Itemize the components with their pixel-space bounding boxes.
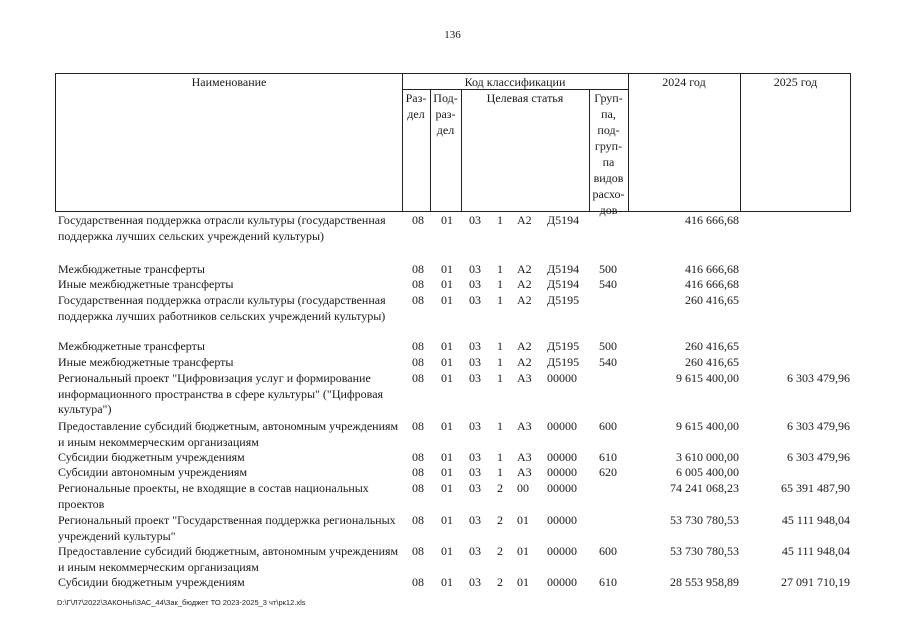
subsection-code: 01 [441,544,453,558]
direction-code: 00000 [547,450,577,464]
program-code: 03 [469,481,481,495]
amount-2024: 260 416,65 [685,293,739,307]
project-code: А2 [517,213,532,227]
row-name: Государственная поддержка отрасли культуры (государственная поддержка лучших сельских учреждений культуры) [58,213,386,243]
subprogram-code: 1 [497,262,503,276]
amount-2024: 28 553 958,89 [670,575,739,589]
amount-2024: 9 615 400,00 [676,371,739,385]
amount-2024: 416 666,68 [685,262,739,276]
file-path-footer: D:\Г\Л7\2022\ЗАКОНЫ\ЗАС_44\Зак_бюджет ТО 2023-2025_3 чт\рк12.xls [57,598,306,607]
amount-2025: 65 391 487,90 [781,481,850,495]
row-name: Предоставление субсидий бюджетным, автономным учреждениям и иным некоммерческим организациям [58,544,399,574]
subprogram-code: 1 [497,465,503,479]
subprogram-code: 2 [497,544,503,558]
expense-group-code: 610 [599,575,617,589]
section-code: 08 [412,513,424,527]
section-code: 08 [412,575,424,589]
subsection-header: Под- раз- дел [433,91,458,137]
subsection-code: 01 [441,481,453,495]
expense-group-code: 600 [599,544,617,558]
program-code: 03 [469,575,481,589]
program-code: 03 [469,355,481,369]
subprogram-code: 1 [497,355,503,369]
subsection-code: 01 [441,262,453,276]
amount-2025: 6 303 479,96 [787,450,850,464]
row-name: Межбюджетные трансферты [58,339,205,353]
subsection-code: 01 [441,513,453,527]
amount-2024: 260 416,65 [685,355,739,369]
amount-2024: 9 615 400,00 [676,419,739,433]
subsection-code: 01 [441,277,453,291]
amount-2024: 416 666,68 [685,277,739,291]
subsection-code: 01 [441,419,453,433]
program-code: 03 [469,371,481,385]
section-code: 08 [412,339,424,353]
amount-2024: 3 610 000,00 [676,450,739,464]
program-code: 03 [469,293,481,307]
subsection-code: 01 [441,355,453,369]
subsection-code: 01 [441,371,453,385]
direction-code: 00000 [547,575,577,589]
section-code: 08 [412,277,424,291]
direction-code: 00000 [547,513,577,527]
project-code: А2 [517,277,532,291]
subsection-code: 01 [441,450,453,464]
direction-code: 00000 [547,371,577,385]
amount-2024: 416 666,68 [685,213,739,227]
subprogram-code: 1 [497,293,503,307]
direction-code: 00000 [547,465,577,479]
program-code: 03 [469,262,481,276]
project-code: А2 [517,293,532,307]
subprogram-code: 2 [497,481,503,495]
expense-group-code: 610 [599,450,617,464]
row-name: Иные межбюджетные трансферты [58,277,234,291]
project-code: 00 [517,481,529,495]
section-code: 08 [412,371,424,385]
row-name: Региональные проекты, не входящие в состав национальных проектов [58,481,369,511]
year-2025-header: 2025 год [773,75,818,89]
target-article-header: Целевая статья [486,91,564,105]
divider [461,89,462,211]
project-code: А2 [517,339,532,353]
row-name: Региональный проект "Государственная поддержка региональных учреждений культуры" [58,513,396,543]
direction-code: 00000 [547,481,577,495]
amount-2025: 6 303 479,96 [787,371,850,385]
amount-2024: 53 730 780,53 [670,513,739,527]
subprogram-code: 1 [497,339,503,353]
subsection-code: 01 [441,465,453,479]
project-code: А3 [517,465,532,479]
program-code: 03 [469,465,481,479]
direction-code: Д5194 [547,262,580,276]
amount-2024: 53 730 780,53 [670,544,739,558]
program-code: 03 [469,544,481,558]
subsection-code: 01 [441,293,453,307]
expense-group-code: 540 [599,355,617,369]
direction-code: Д5195 [547,339,580,353]
subprogram-code: 1 [497,277,503,291]
subsection-code: 01 [441,339,453,353]
expense-group-code: 500 [599,262,617,276]
section-code: 08 [412,213,424,227]
project-code: 01 [517,513,529,527]
year-2024-header: 2024 год [662,75,706,89]
direction-code: Д5194 [547,277,580,291]
divider [628,74,629,211]
program-code: 03 [469,277,481,291]
page-number: 136 [444,29,461,41]
section-header: Раз- дел [405,91,427,121]
direction-code: Д5194 [547,213,580,227]
direction-code: 00000 [547,544,577,558]
amount-2024: 74 241 068,23 [670,481,739,495]
name-column-header: Наименование [191,75,267,89]
direction-code: Д5195 [547,293,580,307]
row-name: Региональный проект "Цифровизация услуг и формирование информационного пространства в сфере культуры" ("Цифровая культура") [58,371,384,416]
subprogram-code: 2 [497,513,503,527]
section-code: 08 [412,355,424,369]
row-name: Государственная поддержка отрасли культуры (государственная поддержка лучших работников сельских учреждений культуры) [58,293,386,323]
project-code: 01 [517,575,529,589]
expense-group-code: 620 [599,465,617,479]
amount-2025: 27 091 710,19 [781,575,850,589]
project-code: А2 [517,355,532,369]
expense-group-code: 500 [599,339,617,353]
subprogram-code: 1 [497,450,503,464]
amount-2025: 6 303 479,96 [787,419,850,433]
project-code: А3 [517,419,532,433]
section-code: 08 [412,419,424,433]
project-code: А3 [517,450,532,464]
program-code: 03 [469,339,481,353]
expense-group-code: 600 [599,419,617,433]
section-code: 08 [412,293,424,307]
row-name: Субсидии автономным учреждениям [58,465,248,479]
subprogram-code: 1 [497,371,503,385]
section-code: 08 [412,262,424,276]
expense-group-header: Груп- па, под- груп- па видов расхо- дов [592,91,625,217]
section-code: 08 [412,465,424,479]
direction-code: 00000 [547,419,577,433]
program-code: 03 [469,213,481,227]
amount-2024: 6 005 400,00 [676,465,739,479]
subprogram-code: 1 [497,213,503,227]
subprogram-code: 2 [497,575,503,589]
code-column-header: Код классификации [464,75,566,89]
amount-2025: 45 111 948,04 [781,513,850,527]
section-code: 08 [412,450,424,464]
row-name: Субсидии бюджетным учреждениям [58,450,245,464]
amount-2024: 260 416,65 [685,339,739,353]
row-name: Предоставление субсидий бюджетным, автономным учреждениям и иным некоммерческим организациям [58,419,399,449]
divider [740,74,741,211]
direction-code: Д5195 [547,355,580,369]
program-code: 03 [469,450,481,464]
section-code: 08 [412,481,424,495]
section-code: 08 [412,544,424,558]
subsection-code: 01 [441,575,453,589]
expense-group-code: 540 [599,277,617,291]
subsection-code: 01 [441,213,453,227]
amount-2025: 45 111 948,04 [781,544,850,558]
table-header [55,73,851,217]
row-name: Иные межбюджетные трансферты [58,355,234,369]
row-name: Межбюджетные трансферты [58,262,205,276]
project-code: 01 [517,544,529,558]
project-code: А3 [517,371,532,385]
subprogram-code: 1 [497,419,503,433]
project-code: А2 [517,262,532,276]
program-code: 03 [469,419,481,433]
program-code: 03 [469,513,481,527]
row-name: Субсидии бюджетным учреждениям [58,575,245,589]
